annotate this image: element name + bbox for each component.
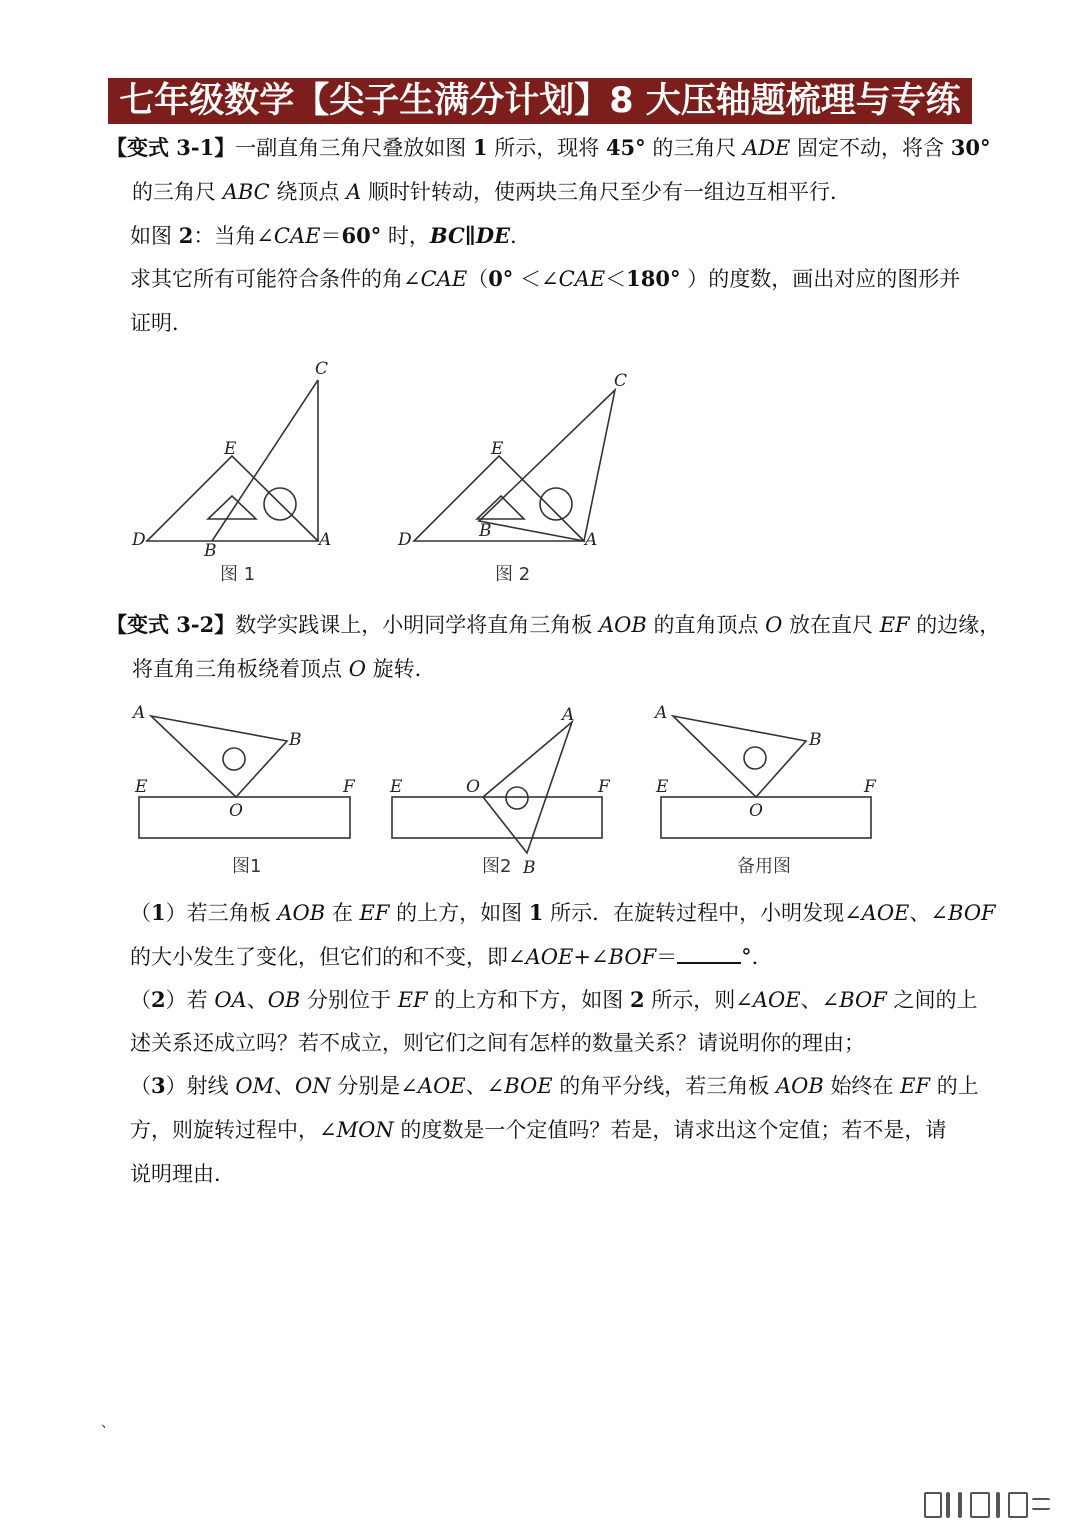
text: ）的度数，画出对应的图形并: [680, 267, 961, 291]
text: BOF: [608, 945, 657, 969]
text: 所示，现将: [487, 136, 606, 160]
text: 求其它所有可能符合条件的角∠: [130, 267, 421, 291]
caption-fig-2: 图2: [482, 856, 512, 877]
text: （: [130, 1074, 151, 1098]
question-2-line-2: 述关系还成立吗？若不成立，则它们之间有怎样的数量关系？请说明你的理由；: [130, 1031, 865, 1055]
label-F: F: [598, 777, 610, 797]
circle-hole: [506, 787, 528, 809]
label-B: B: [289, 730, 302, 750]
figure-3-1-2: [397, 371, 627, 585]
label-B: B: [523, 858, 536, 878]
text: +∠: [573, 945, 609, 969]
text: OA: [214, 988, 247, 1012]
text: 在: [325, 901, 360, 925]
text: AOE: [752, 988, 801, 1012]
circle-hole: [540, 488, 572, 520]
page-viewer-toolbar[interactable]: [924, 1492, 1064, 1514]
text: AOE: [861, 901, 910, 925]
text: 分别是∠: [330, 1074, 418, 1098]
text: MON: [336, 1118, 394, 1142]
label-B: B: [809, 730, 822, 750]
label-E: E: [390, 777, 403, 797]
text: 2: [629, 987, 645, 1012]
menu-icon[interactable]: [1032, 1498, 1050, 1510]
text: 始终在: [823, 1074, 901, 1098]
figure-3-2-2: [389, 705, 611, 878]
ruler-EF: [392, 797, 602, 838]
text: 一副直角三角尺叠放如图: [235, 136, 473, 160]
text: AOE: [417, 1074, 466, 1098]
page-title-banner: 七年级数学【尖子生满分计划】8 大压轴题梳理与专练: [108, 78, 972, 124]
inner-triangle-hole: [208, 496, 256, 519]
caption-spare-fig: 备用图: [737, 856, 791, 877]
triangle-AOB: [483, 722, 572, 853]
text: AOB: [598, 613, 647, 637]
text: 、∠: [800, 988, 840, 1012]
caption-fig-1: 图 1: [220, 564, 256, 585]
text: O: [765, 613, 783, 637]
divider-icon: [946, 1492, 950, 1518]
text: OM: [235, 1074, 275, 1098]
text: CAE: [558, 267, 606, 291]
triangle-AOB: [673, 716, 806, 797]
text: 的上方和下方，如图: [427, 988, 630, 1012]
text: O: [348, 657, 366, 681]
text: 1: [151, 900, 166, 925]
text: 60°: [341, 223, 382, 248]
label-A: A: [133, 703, 146, 723]
question-3-line-3: 说明理由．: [130, 1162, 235, 1186]
text: ABC: [222, 180, 270, 204]
triangle-AOB: [151, 716, 287, 797]
label-E: E: [224, 439, 237, 459]
text: EF: [900, 1074, 931, 1098]
label-D: D: [132, 530, 146, 550]
text: 3: [151, 1073, 166, 1098]
text: 顺时针转动，使两块三角尺至少有一组边互相平行．: [361, 180, 851, 204]
text: ＜∠: [513, 267, 559, 291]
text: OB: [267, 988, 301, 1012]
text: 1: [472, 135, 488, 160]
label-E: E: [491, 439, 504, 459]
text: 如图: [130, 224, 179, 248]
text: ＜: [605, 267, 627, 291]
text: 的上: [930, 1074, 979, 1098]
label-A: A: [562, 705, 575, 725]
text: 2: [178, 223, 194, 248]
text: （: [130, 988, 151, 1012]
text: 分别位于: [300, 988, 398, 1012]
figure-3-2-spare: [653, 703, 877, 877]
text: 的大小发生了变化，但它们的和不变，即∠: [130, 945, 526, 969]
label-O: O: [466, 777, 480, 797]
text: BC∥DE: [429, 223, 511, 248]
text: 、: [274, 1074, 296, 1098]
caption-fig-1: 图1: [232, 856, 262, 877]
text: ）若: [165, 988, 215, 1012]
text: ）若三角板: [165, 901, 278, 925]
label-D: D: [398, 530, 412, 550]
text: AOE: [525, 945, 574, 969]
label-F: F: [864, 777, 876, 797]
page-icon[interactable]: [924, 1492, 942, 1518]
text: BOF: [839, 988, 887, 1012]
figure-3-2-1: [131, 703, 356, 877]
triangle-ADE: [147, 456, 318, 541]
text: ．: [510, 224, 532, 248]
text: 将直角三角板绕着顶点: [132, 657, 349, 681]
text: 、∠: [465, 1074, 505, 1098]
label-A: A: [655, 703, 668, 723]
text: AOB: [277, 901, 326, 925]
text: BOF: [948, 901, 996, 925]
label-C: C: [614, 371, 628, 391]
problem-3-1-line-5: 证明．: [130, 311, 193, 335]
text: AOB: [775, 1074, 824, 1098]
label-E: E: [135, 777, 148, 797]
ruler-EF: [139, 797, 350, 838]
label-E: E: [656, 777, 669, 797]
text: 数学实践课上，小明同学将直角三角板: [235, 613, 599, 637]
text: 的度数是一个定值吗？若是，请求出这个定值；若不是，请: [393, 1118, 947, 1142]
text: 的直角顶点: [646, 613, 766, 637]
label-O: O: [749, 801, 763, 821]
label-B: B: [479, 521, 492, 541]
text: 45°: [605, 135, 646, 160]
text: 放在直尺: [782, 613, 880, 637]
text: EF: [879, 613, 910, 637]
divider-icon: [958, 1492, 962, 1518]
problem-tag: 【变式 3-2】: [106, 612, 236, 637]
figure-3-1-1: [131, 359, 331, 585]
text: ）射线: [165, 1074, 236, 1098]
text: 的角平分线，若三角板: [552, 1074, 776, 1098]
label-F: F: [343, 777, 355, 797]
text: ：当角∠: [193, 224, 274, 248]
text: 180°: [626, 266, 681, 291]
text: 、: [246, 988, 268, 1012]
text: 所示，则∠: [644, 988, 753, 1012]
text: ＝: [320, 224, 342, 248]
label-C: C: [315, 359, 329, 379]
text: 30°: [950, 135, 991, 160]
footer-mark: 、: [101, 1415, 115, 1431]
text: 的边缘，: [909, 613, 1001, 637]
text: 时，: [381, 224, 430, 248]
text: （: [467, 267, 489, 291]
text: ON: [295, 1074, 331, 1098]
text: CAE: [273, 224, 321, 248]
page-icon[interactable]: [1008, 1492, 1028, 1518]
text: 所示．在旋转过程中，小明发现∠: [543, 901, 862, 925]
text: 的三角尺: [132, 180, 223, 204]
text: 、∠: [909, 901, 948, 925]
problem-tag: 【变式 3-1】: [106, 135, 236, 160]
ruler-EF: [661, 797, 871, 838]
label-B: B: [204, 541, 217, 561]
label-A: A: [319, 530, 332, 550]
text: ADE: [743, 136, 791, 160]
caption-fig-2: 图 2: [495, 564, 531, 585]
text: 旋转．: [365, 657, 436, 681]
text: （: [130, 901, 151, 925]
circle-hole: [223, 748, 245, 770]
text: EF: [397, 988, 428, 1012]
text: ＝: [656, 945, 678, 969]
text: 固定不动，将含: [790, 136, 951, 160]
label-A: A: [585, 530, 598, 550]
text: CAE: [420, 267, 468, 291]
divider-icon: [996, 1492, 1000, 1518]
text: 方，则旋转过程中，∠: [130, 1118, 337, 1142]
text: 绕顶点: [269, 180, 347, 204]
text: 的三角尺: [645, 136, 744, 160]
page-icon[interactable]: [970, 1492, 990, 1518]
text: 的上方，如图: [389, 901, 529, 925]
text: BOE: [504, 1074, 553, 1098]
text: 2: [151, 987, 166, 1012]
text: 之间的上: [886, 988, 978, 1012]
circle-hole: [744, 747, 766, 769]
text: 1: [528, 900, 544, 925]
text: °．: [741, 945, 773, 969]
label-O: O: [229, 801, 243, 821]
text: 0°: [488, 266, 514, 291]
text: A: [346, 180, 362, 204]
text: EF: [359, 901, 390, 925]
